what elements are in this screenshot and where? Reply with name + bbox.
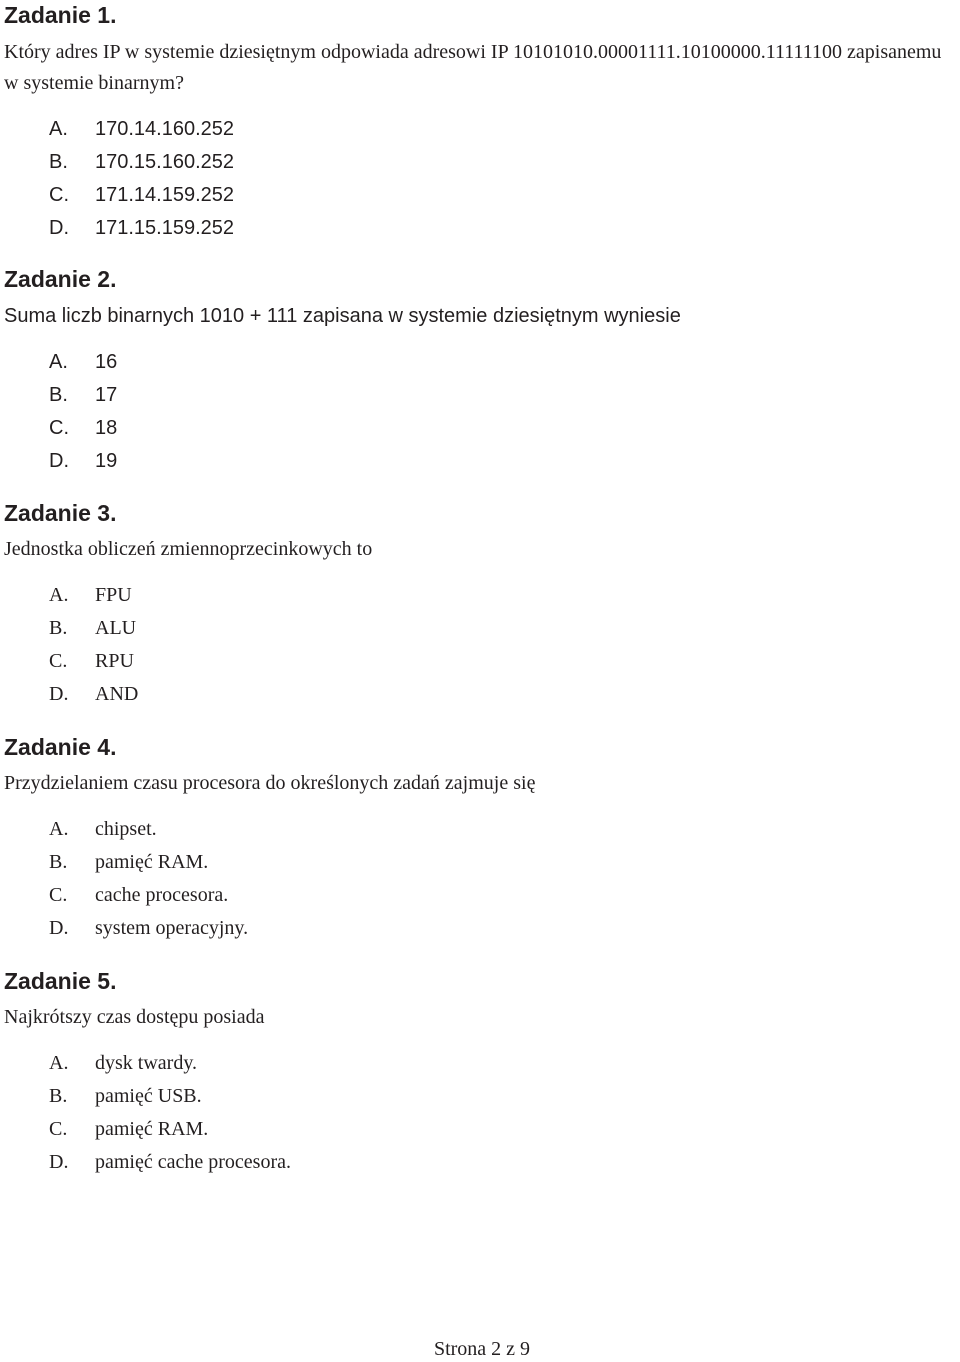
answer-option [4,146,954,179]
option-text: RPU [95,650,134,672]
option-letter: D. [49,450,69,472]
option-text: 16 [95,351,118,373]
option-text: cache procesora. [95,884,229,906]
option-letter: D. [49,917,69,939]
option-text: chipset. [95,818,157,840]
task-question: Przydzielaniem czasu procesora do określonych zadań zajmuje się [4,772,536,794]
option-text: dysk twardy. [95,1052,198,1074]
task-title: Zadanie 2. [4,266,117,292]
task-5 [4,967,954,1179]
option-text: pamięć cache procesora. [95,1151,291,1173]
answer-option [4,445,954,478]
option-letter: D. [49,1151,69,1173]
option-letter: B. [49,1085,68,1107]
answer-option [4,678,954,711]
answer-option [4,846,954,879]
option-letter: D. [49,683,69,705]
option-letter: A. [49,118,68,140]
answer-option [4,113,954,146]
page-number: Strona 2 z 9 [433,1338,531,1360]
option-text: 171.14.159.252 [95,184,235,206]
task-title: Zadanie 3. [4,500,117,526]
task-title: Zadanie 4. [4,734,117,760]
option-letter: B. [49,151,68,173]
answer-options [4,1047,954,1179]
option-text: pamięć USB. [95,1085,202,1107]
answer-option [4,212,954,245]
option-text: system operacyjny. [95,917,249,939]
answer-options [4,346,954,478]
option-letter: C. [49,417,69,439]
option-text: pamięć RAM. [95,851,209,873]
task-question: Jednostka obliczeń zmiennoprzecinkowych to [4,538,373,560]
task-title: Zadanie 5. [4,968,117,994]
option-text: 18 [95,417,118,439]
answer-option [4,1047,954,1080]
answer-option [4,912,954,945]
option-letter: A. [49,351,68,373]
task-4 [4,733,954,945]
answer-option [4,1080,954,1113]
task-2 [4,265,954,478]
option-letter: D. [49,217,69,239]
answer-option [4,1113,954,1146]
answer-option [4,645,954,678]
task-question: Suma liczb binarnych 1010 + 111 zapisana w systemie dziesiętnym wyniesie [4,305,681,327]
task-question: Który adres IP w systemie dziesiętnym odpowiada adresowi IP 10101010.00001111.10100000.11111100 zapisanemu w systemie binarnym? [4,41,942,94]
answer-option [4,1146,954,1179]
option-text: 170.15.160.252 [95,151,235,173]
option-letter: A. [49,818,69,840]
task-1 [4,1,954,245]
option-text: 19 [95,450,118,472]
option-letter: C. [49,884,68,906]
answer-option [4,179,954,212]
task-question: Najkrótszy czas dostępu posiada [4,1006,265,1028]
task-title: Zadanie 1. [4,2,117,28]
answer-option [4,346,954,379]
answer-option [4,813,954,846]
answer-option [4,879,954,912]
option-letter: C. [49,1118,68,1140]
option-letter: C. [49,184,69,206]
option-letter: B. [49,617,68,639]
option-text: 170.14.160.252 [95,118,235,140]
answer-options [4,579,954,711]
option-letter: B. [49,384,68,406]
option-text: pamięć RAM. [95,1118,209,1140]
answer-options [4,113,954,245]
answer-option [4,379,954,412]
answer-option [4,412,954,445]
option-letter: A. [49,1052,69,1074]
answer-option [4,612,954,645]
option-text: AND [95,683,139,705]
option-text: FPU [95,584,132,606]
task-3 [4,499,954,711]
answer-options [4,813,954,945]
option-text: ALU [95,617,137,639]
option-letter: B. [49,851,68,873]
option-letter: A. [49,584,69,606]
option-text: 17 [95,384,118,406]
answer-option [4,579,954,612]
option-letter: C. [49,650,68,672]
option-text: 171.15.159.252 [95,217,235,239]
